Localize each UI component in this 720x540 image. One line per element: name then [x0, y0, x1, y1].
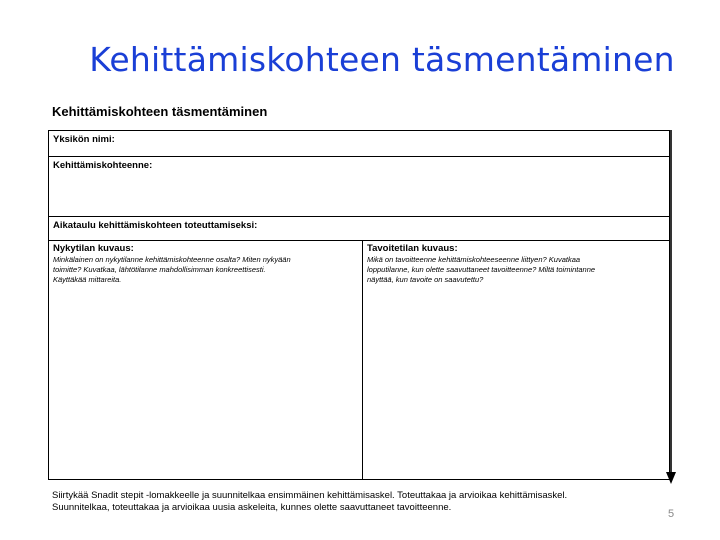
slide-title: Kehittämiskohteen täsmentäminen [89, 40, 675, 79]
target-state-help [367, 255, 665, 285]
unit-name-label: Yksikön nimi: [53, 134, 115, 145]
state-columns [49, 241, 669, 479]
target-state-help-line: näyttää, kun tavoite on saavutettu? [367, 275, 484, 284]
schedule-label: Aikataulu kehittämiskohteen toteuttamiseksi: [53, 220, 258, 231]
form-heading: Kehittämiskohteen täsmentäminen [52, 104, 268, 119]
footer-line: Siirtykää Snadit stepit -lomakkeelle ja suunnitelkaa ensimmäinen kehittämisaskel. Toteuttakaa ja arvioikaa kehittämisaskel. [52, 490, 568, 501]
current-state-label: Nykytilan kuvaus: [53, 243, 134, 254]
target-state-help-line: lopputilanne, kun olette saavuttaneet tavoitteenne? Miltä toimintanne [367, 265, 596, 274]
schedule-field[interactable] [49, 217, 669, 241]
development-target-field[interactable] [49, 157, 669, 217]
current-state-help [53, 255, 358, 285]
current-state-field[interactable] [49, 241, 363, 479]
current-state-help-line: Minkälainen on nykytilanne kehittämiskohteenne osalta? Miten nykyään [53, 255, 291, 264]
target-state-help-line: Mikä on tavoitteenne kehittämiskohteeseenne liittyen? Kuvatkaa [367, 255, 581, 264]
target-state-label: Tavoitetilan kuvaus: [367, 243, 458, 254]
page-number: 5 [668, 508, 675, 520]
current-state-help-line: Käyttäkää mittareita. [53, 275, 122, 284]
down-arrow-icon [664, 130, 678, 484]
current-state-help-line: toimitte? Kuvatkaa, lähtötilanne mahdollisimman konkreettisesti. [53, 265, 266, 274]
development-target-form [48, 130, 670, 480]
target-state-field[interactable] [363, 241, 669, 479]
instructions-footer [52, 490, 652, 514]
development-target-label: Kehittämiskohteenne: [53, 160, 153, 171]
footer-line: Suunnitelkaa, toteuttakaa ja arvioikaa uusia askeleita, kunnes olette saavuttaneet tavoitteenne. [52, 502, 452, 513]
unit-name-field[interactable] [49, 131, 669, 157]
